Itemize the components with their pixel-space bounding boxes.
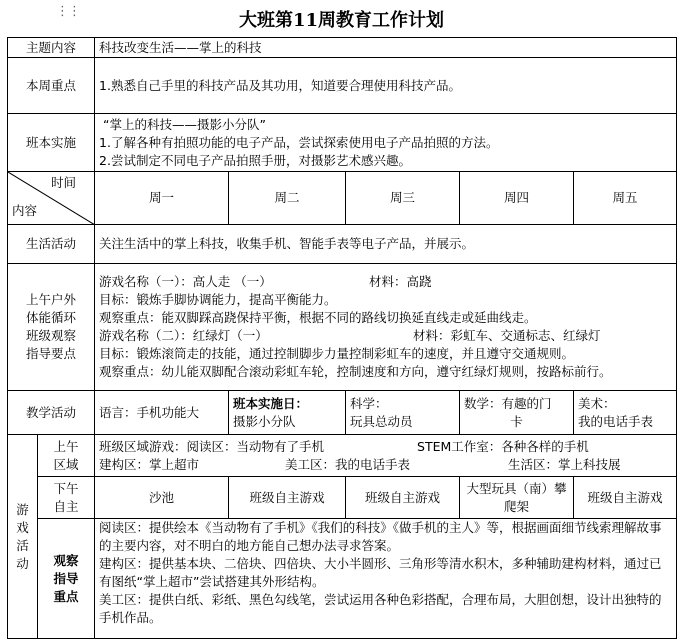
game-am-line-1 [99, 438, 672, 456]
class-impl-line-1: 1.了解各种有拍照功能的电子产品，尝试探索使用电子产品拍照的方法。 [99, 134, 499, 150]
game-obs-build: 建构区：提供基本块、二倍块、四倍块、大小半圆形、三角形等清水积木，多种辅助建构材料，通过已有图纸“掌上超市”尝试搭建其外形结构。 [99, 556, 662, 589]
teaching-thu [460, 391, 574, 435]
game2-line [99, 327, 672, 345]
teaching-wed [346, 391, 460, 435]
outdoor-label-3: 班级观察 [26, 328, 77, 343]
game1-name: 游戏名称（一）：高人走 （一） [99, 274, 272, 289]
game-am-row [8, 435, 677, 477]
game-obs-row [8, 519, 677, 639]
game-am-life: 生活区：掌上科技展 [508, 456, 621, 472]
teaching-tue [229, 391, 346, 435]
class-impl-line-title: “掌上的科技——摄影小分队” [103, 116, 266, 132]
header-day-tue: 周二 [229, 172, 346, 225]
game2-material: 材料：彩虹车、交通标志、红绿灯 [413, 328, 601, 343]
header-day-mon: 周一 [95, 172, 229, 225]
outdoor-label [8, 264, 95, 391]
game1-obs: 观察重点：能双脚踩高跷保持平衡，根据不同的路线切换延直线走或延曲线走。 [99, 310, 537, 325]
game-obs-label-2: 指导 [53, 570, 79, 586]
teaching-thu-title: 数学：有趣的门 [464, 395, 552, 411]
outdoor-row [8, 264, 677, 391]
game-pm-label-1: 下午 [53, 480, 79, 496]
teaching-mon: 语言：手机功能大 [95, 391, 229, 435]
class-impl-row [8, 114, 677, 172]
game-pm-row [8, 477, 677, 519]
game-am-build: 建构区：掌上超市 [99, 456, 200, 472]
game-obs-art: 美工区：提供白纸、彩纸、黑色勾线笔，尝试运用各种色彩搭配，合理布局，大胆创想，设计出独特的手机作品。 [99, 592, 662, 625]
theme-row [8, 38, 677, 58]
theme-value: 科技改变生活——掌上的科技 [95, 38, 677, 58]
game-label-char-1: 游 [16, 501, 29, 517]
life-label: 生活活动 [8, 225, 95, 264]
game2-obs: 观察重点：幼儿能双脚配合滚动彩虹车轮，控制速度和方向，遵守红绿灯规则，按路标前行。 [99, 364, 612, 379]
header-day-wed: 周三 [346, 172, 460, 225]
game-am-art: 美工区：我的电话手表 [285, 456, 411, 472]
header-diagonal-cell [8, 172, 95, 225]
weekly-focus-row [8, 58, 677, 114]
game2-goal: 目标：锻炼滚筒走的技能，通过控制脚步力量控制彩虹车的速度，并且遵守交通规则。 [99, 346, 575, 361]
teaching-fri [574, 391, 677, 435]
teaching-label: 教学活动 [8, 391, 95, 435]
game-am-line-2 [99, 456, 672, 474]
game-pm-thu: 大型玩具（南）攀爬架 [460, 477, 574, 519]
header-time-label: 时间 [51, 175, 77, 190]
teaching-row [8, 391, 677, 435]
game-am-label-2: 区域 [53, 456, 79, 472]
header-content-label: 内容 [12, 203, 38, 218]
game-pm-mon: 沙池 [95, 477, 229, 519]
drag-handle-icon[interactable]: ⋮⋮ [56, 4, 80, 19]
game-obs-content [95, 519, 677, 639]
teaching-wed-title: 科学： [350, 395, 388, 411]
outdoor-label-1: 上午户外 [26, 292, 77, 307]
weekly-focus-label: 本周重点 [8, 58, 95, 114]
outdoor-label-2: 体能循环 [26, 310, 77, 325]
game-am-label [38, 435, 95, 477]
teaching-tue-body: 摄影小分队 [233, 413, 296, 429]
outdoor-label-4: 指导要点 [26, 346, 77, 361]
game1-goal: 目标：锻炼手脚协调能力，提高平衡能力。 [99, 292, 337, 307]
game-label-char-3: 活 [16, 537, 29, 553]
header-day-thu: 周四 [460, 172, 574, 225]
life-row [8, 225, 677, 264]
teaching-wed-body: 玩具总动员 [350, 413, 413, 429]
class-impl-label: 班本实施 [8, 114, 95, 172]
game1-material: 材料：高跷 [369, 274, 432, 289]
header-day-fri: 周五 [574, 172, 677, 225]
game-obs-reading: 阅读区：提供绘本《当动物有了手机》《我们的科技》《做手机的主人》等，根据画面细节线索理解故事的主要内容，对不明白的地方能自己想办法寻求答案。 [99, 520, 662, 553]
weekly-focus-value: 1.熟悉自己手里的科技产品及其功用，知道要合理使用科技产品。 [95, 58, 677, 114]
game1-line [99, 273, 672, 291]
teaching-fri-title: 美术： [578, 395, 616, 411]
game-obs-label [38, 519, 95, 639]
plan-table [7, 37, 677, 639]
game-obs-label-1: 观察 [53, 552, 79, 568]
game-obs-label-3: 重点 [53, 588, 79, 604]
teaching-fri-body: 我的电话手表 [578, 413, 654, 429]
game-label-char-2: 戏 [16, 519, 29, 535]
class-impl-line-2: 2.尝试制定不同电子产品拍照手册，对摄影艺术感兴趣。 [99, 152, 411, 168]
game-pm-label [38, 477, 95, 519]
header-row [8, 172, 677, 225]
game-pm-label-2: 自主 [53, 498, 79, 514]
game-pm-tue: 班级自主游戏 [229, 477, 346, 519]
game-am-stem: STEM工作室：各种各样的手机 [417, 438, 589, 454]
game-pm-wed: 班级自主游戏 [346, 477, 460, 519]
theme-label: 主题内容 [8, 38, 95, 58]
page-title: 大班第11周教育工作计划 [238, 10, 445, 31]
game-pm-fri: 班级自主游戏 [574, 477, 677, 519]
life-value: 关注生活中的掌上科技，收集手机、智能手表等电子产品，并展示。 [95, 225, 677, 264]
teaching-tue-title: 班本实施日： [233, 395, 309, 411]
game2-name: 游戏名称（二）：红绿灯（一） [99, 328, 268, 343]
game-label-char-4: 动 [16, 555, 29, 571]
game-label [8, 435, 38, 639]
game-am-label-1: 上午 [53, 438, 79, 454]
class-impl-content [95, 114, 677, 172]
outdoor-content [95, 264, 677, 391]
teaching-thu-body: 卡 [510, 413, 523, 429]
game-am-content [95, 435, 677, 477]
game-am-reading: 班级区域游戏：阅读区：当动物有了手机 [99, 438, 325, 454]
